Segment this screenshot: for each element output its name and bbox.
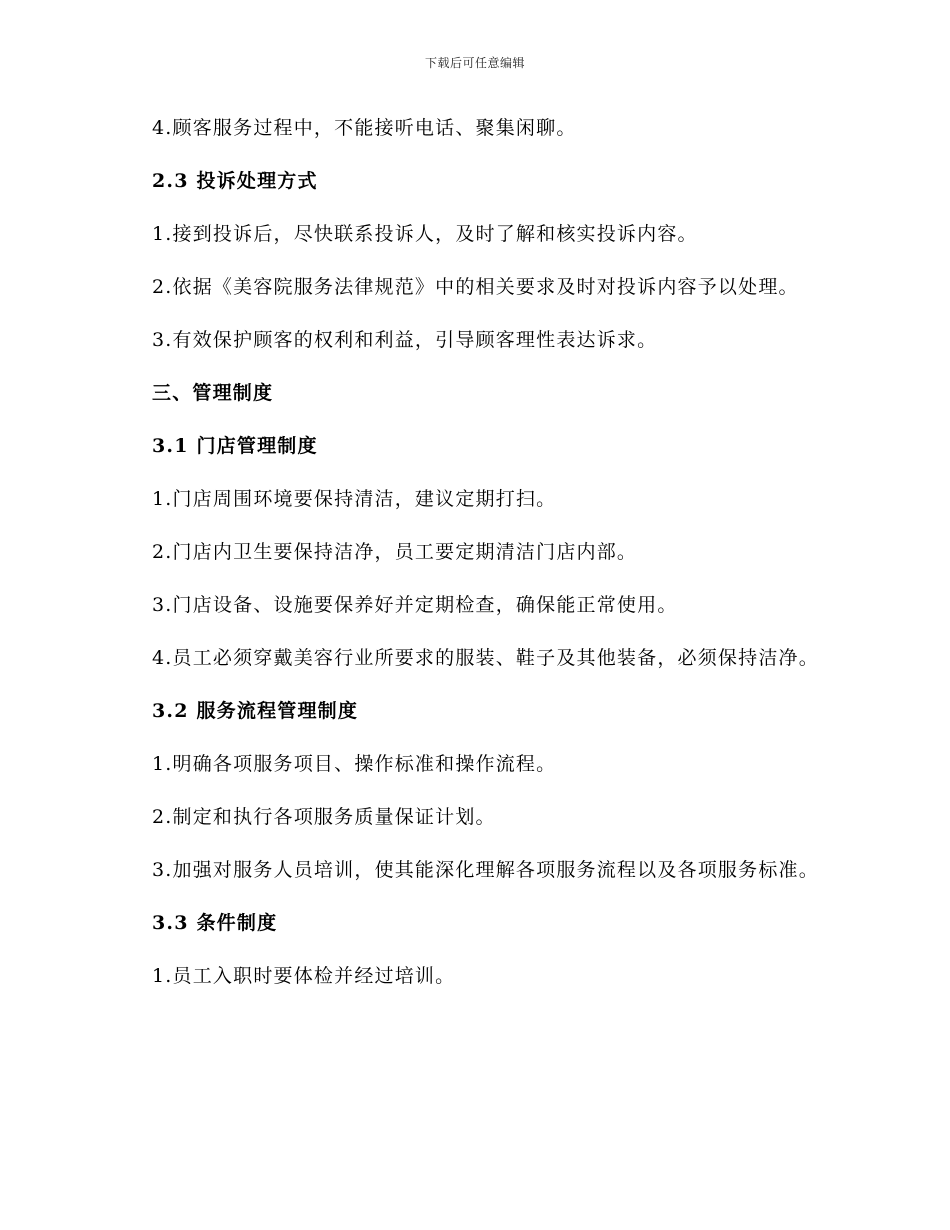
document-body — [114, 110, 834, 1011]
paragraph: 3.加强对服务人员培训，使其能深化理解各项服务流程以及各项服务标准。 — [152, 859, 819, 881]
paragraph: 1.员工入职时要体检并经过培训。 — [152, 965, 456, 987]
paragraph: 4.顾客服务过程中，不能接听电话、聚集闲聊。 — [152, 117, 577, 139]
paragraph: 2.门店内卫生要保持洁净，员工要定期清洁门店内部。 — [152, 541, 638, 563]
paragraph: 2.制定和执行各项服务质量保证计划。 — [152, 806, 496, 828]
page-header: 下载后可任意编辑 — [424, 56, 525, 70]
paragraph: 2.依据《美容院服务法律规范》中的相关要求及时对投诉内容予以处理。 — [152, 276, 799, 298]
paragraph: 1.明确各项服务项目、操作标准和操作流程。 — [152, 753, 557, 775]
chapter-heading: 三、管理制度 — [152, 382, 274, 404]
section-heading: 3.3 条件制度 — [152, 912, 278, 934]
paragraph: 3.门店设备、设施要保养好并定期检查，确保能正常使用。 — [152, 594, 678, 616]
paragraph: 1.门店周围环境要保持清洁，建议定期打扫。 — [152, 488, 557, 510]
paragraph: 4.员工必须穿戴美容行业所要求的服装、鞋子及其他装备，必须保持洁净。 — [152, 647, 819, 669]
paragraph: 3.有效保护顾客的权利和利益，引导顾客理性表达诉求。 — [152, 329, 658, 351]
section-heading: 3.1 门店管理制度 — [152, 435, 318, 457]
paragraph: 1.接到投诉后，尽快联系投诉人，及时了解和核实投诉内容。 — [152, 223, 698, 245]
section-heading: 2.3 投诉处理方式 — [152, 170, 318, 192]
section-heading: 3.2 服务流程管理制度 — [152, 700, 359, 722]
